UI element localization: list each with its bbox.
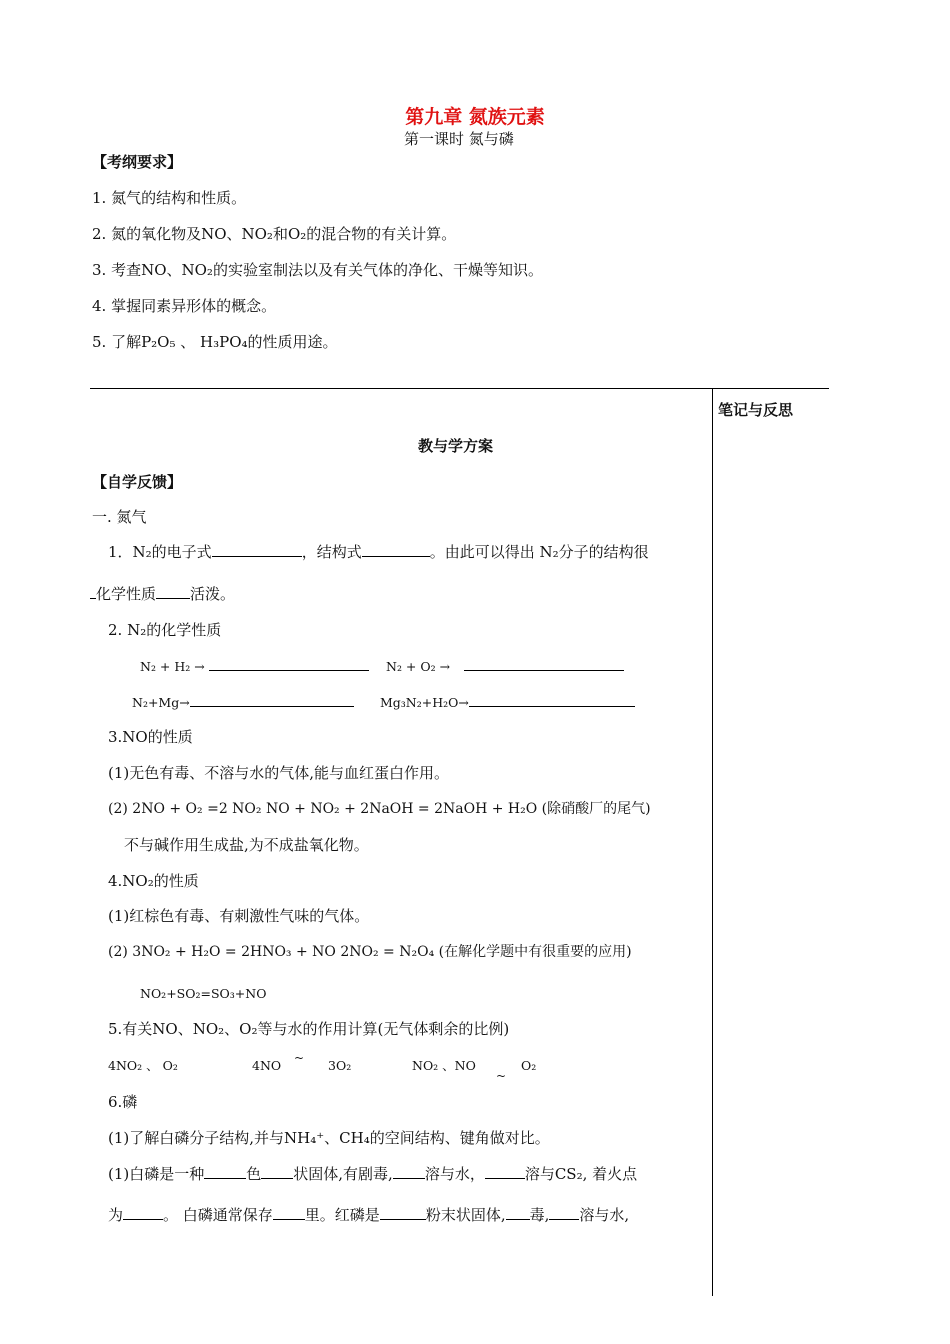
no-property-3: 不与碱作用生成盐,为不成盐氧化物。 <box>124 836 369 854</box>
question-text: 状固体,有剧毒, <box>293 1165 393 1183</box>
ratio-text: NO₂ 、NO <box>412 1058 476 1073</box>
answer-blank[interactable] <box>123 1205 163 1220</box>
question-text: 化学性质 <box>96 585 157 603</box>
no-property-2: (2) 2NO + O₂ =2 NO₂ NO + NO₂ + 2NaOH = 2NaOH + H₂O (除硝酸厂的尾气) <box>108 801 651 817</box>
ratio-text: 4NO₂ 、 O₂ <box>108 1058 178 1073</box>
equation-line <box>140 656 369 676</box>
no2-property-3: NO₂+SO₂=SO₃+NO <box>140 986 267 1001</box>
equation-text: N₂+Mg→ <box>132 695 190 710</box>
outline-item: 3. 考查NO、NO₂的实验室制法以及有关气体的净化、干燥等知识。 <box>92 261 543 279</box>
ratio-text: 4NO <box>252 1058 282 1073</box>
answer-blank[interactable] <box>204 1164 246 1179</box>
self-study-heading: 【自学反馈】 <box>92 473 183 491</box>
question-text: (1)白磷是一种 <box>108 1165 205 1183</box>
ratio-tilde: ~ <box>496 1069 507 1083</box>
ratio-text: O₂ <box>521 1058 537 1073</box>
answer-blank[interactable] <box>261 1164 293 1179</box>
no2-properties-heading: 4.NO₂的性质 <box>108 872 199 890</box>
question-text: ，结构式 <box>301 543 362 561</box>
chapter-title: 第九章 氮族元素 <box>405 106 545 128</box>
outline-item: 4. 掌握同素异形体的概念。 <box>92 297 277 315</box>
answer-blank[interactable] <box>549 1205 579 1220</box>
answer-blank[interactable] <box>362 542 430 557</box>
outline-item: 5. 了解P₂O₅ 、 H₃PO₄的性质用途。 <box>92 333 338 351</box>
question-1-cont <box>90 584 235 604</box>
no-properties-heading: 3.NO的性质 <box>108 728 193 746</box>
question-text: 溶与CS₂, 着火点 <box>524 1165 638 1183</box>
lesson-subtitle: 第一课时 氮与磷 <box>404 130 514 148</box>
section-nitrogen: 一. 氮气 <box>92 508 147 526</box>
ratio-text: 3O₂ <box>328 1058 352 1073</box>
equation-line <box>380 692 635 712</box>
question-text: 溶与水， <box>424 1165 485 1183</box>
question-text: 色 <box>246 1165 262 1183</box>
question-text: 里。红磷是 <box>304 1206 380 1224</box>
phosphorus-item-2 <box>108 1164 637 1184</box>
answer-blank[interactable] <box>190 692 354 707</box>
notes-reflection-heading: 笔记与反思 <box>718 401 794 419</box>
answer-blank[interactable] <box>464 656 624 671</box>
answer-blank[interactable] <box>156 584 190 599</box>
question-2-heading: 2. N₂的化学性质 <box>108 621 222 639</box>
no-property-1: (1)无色有毒、不溶与水的气体,能与血红蛋白作用。 <box>108 764 450 782</box>
vertical-divider <box>712 388 713 1296</box>
outline-item: 2. 氮的氧化物及NO、NO₂和O₂的混合物的有关计算。 <box>92 225 457 243</box>
question-text: 粉末状固体, <box>425 1206 506 1224</box>
question-text: 。由此可以得出 N₂分子的结构很 <box>429 543 649 561</box>
question-text: 为 <box>108 1206 124 1224</box>
phosphorus-heading: 6.磷 <box>108 1093 138 1111</box>
question-text: 。 白磷通常保存 <box>163 1206 273 1224</box>
phosphorus-item-1: (1)了解白磷分子结构,并与NH₄⁺、CH₄的空间结构、键角做对比。 <box>108 1129 550 1147</box>
exam-outline-heading: 【考纲要求】 <box>92 153 183 171</box>
teaching-plan-heading: 教与学方案 <box>418 437 494 455</box>
question-text: 活泼。 <box>190 585 236 603</box>
answer-blank[interactable] <box>273 1205 305 1220</box>
question-text: 毒, <box>529 1206 550 1224</box>
answer-blank[interactable] <box>393 1164 425 1179</box>
answer-blank[interactable] <box>506 1205 530 1220</box>
equation-text: N₂ + H₂ → <box>140 659 205 674</box>
equation-line <box>386 656 624 676</box>
question-text: 溶与水, <box>579 1206 630 1224</box>
no2-property-2: (2) 3NO₂ + H₂O = 2HNO₃ + NO 2NO₂ = N₂O₄ (在解化学题中有很重要的应用) <box>108 944 632 960</box>
ratio-tilde: ~ <box>294 1051 305 1065</box>
calculation-heading: 5.有关NO、NO₂、O₂等与水的作用计算(无气体剩余的比例) <box>108 1020 510 1038</box>
horizontal-divider <box>90 388 829 389</box>
equation-text: N₂ + O₂ → <box>386 659 451 674</box>
answer-blank[interactable] <box>380 1205 426 1220</box>
equation-text: Mg₃N₂+H₂O→ <box>380 695 469 710</box>
question-text: 1．N₂的电子式 <box>108 543 212 561</box>
phosphorus-item-2-cont <box>108 1205 629 1225</box>
equation-line <box>132 692 354 712</box>
answer-blank[interactable] <box>209 656 369 671</box>
answer-blank[interactable] <box>485 1164 525 1179</box>
question-1-line <box>108 542 649 562</box>
answer-blank[interactable] <box>469 692 635 707</box>
outline-item: 1. 氮气的结构和性质。 <box>92 189 247 207</box>
answer-blank[interactable] <box>212 542 302 557</box>
no2-property-1: (1)红棕色有毒、有刺激性气味的气体。 <box>108 907 370 925</box>
